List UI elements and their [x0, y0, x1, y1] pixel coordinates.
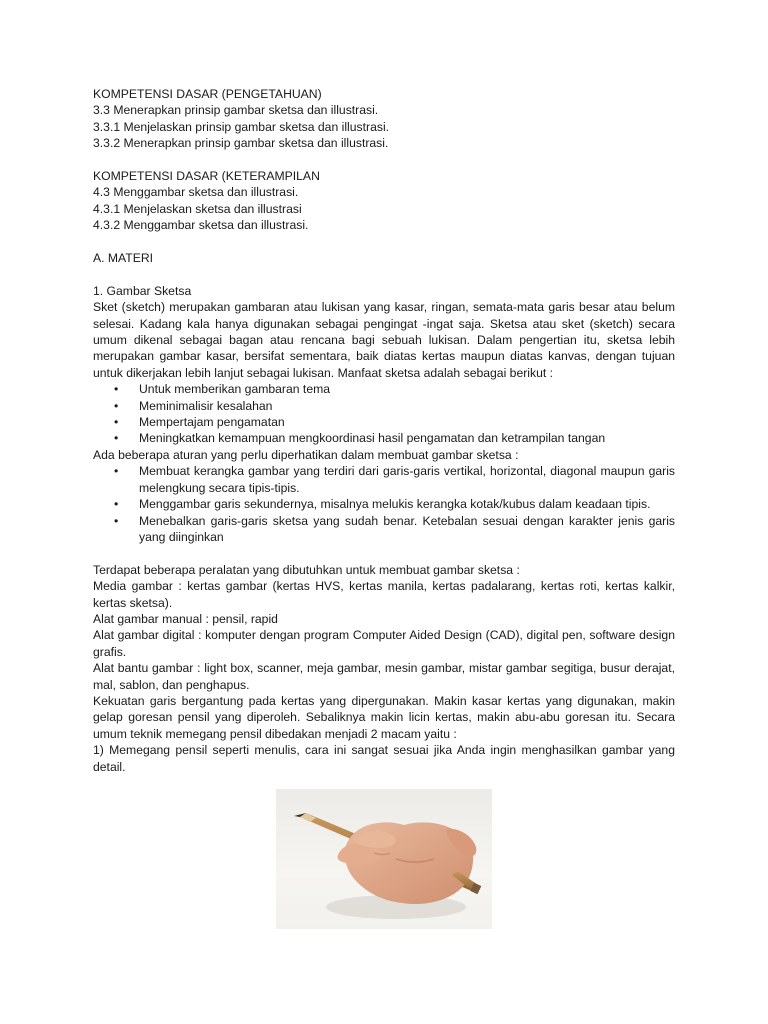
manfaat-list — [93, 381, 675, 447]
alat-bantu-label: Alat bantu gambar : — [93, 661, 201, 676]
aturan-intro: Ada beberapa aturan yang perlu diperhatikan dalam membuat gambar sketsa : — [93, 447, 519, 462]
gambar-sketsa-subheading: 1. Gambar Sketsa — [93, 283, 192, 298]
alat-bantu-line — [93, 660, 675, 693]
alat-digital-text: komputer dengan program Computer Aided Design (CAD), digital pen, software design grafis. — [93, 628, 675, 659]
media-gambar-label: Media gambar : — [93, 579, 182, 594]
document-content — [93, 86, 675, 775]
kd-keterampilan-item: 4.3.2 Menggambar sketsa dan illustrasi. — [93, 218, 309, 233]
hand-pencil-illustration — [276, 789, 492, 929]
alat-bantu-text: light box, scanner, meja gambar, mesin gambar, mistar gambar segitiga, busur derajat, mal, sablon, dan penghapus. — [93, 661, 675, 692]
list-item: • Menebalkan garis-garis sketsa yang sudah benar. Ketebalan sesuai dengan karakter jenis garis yang diinginkan — [93, 513, 675, 546]
list-item: • Meningkatkan kemampuan mengkoordinasi hasil pengamatan dan ketrampilan tangan — [93, 430, 675, 446]
media-gambar-text: kertas gambar (kertas HVS, kertas manila, kertas padalarang, kertas roti, kertas kalkir, kertas sketsa). — [93, 579, 675, 610]
teknik-1-paragraph: 1) Memegang pensil seperti menulis, cara ini sangat sesuai jika Anda ingin menghasilkan gambar yang detail. — [93, 743, 675, 774]
materi-heading: A. MATERI — [93, 251, 154, 266]
kd-pengetahuan-heading: KOMPETENSI DASAR (PENGETAHUAN) — [93, 87, 322, 101]
media-gambar-line — [93, 578, 675, 611]
kd-pengetahuan-item: 3.3 Menerapkan prinsip gambar sketsa dan illustrasi. — [93, 103, 379, 118]
aturan-list — [93, 463, 675, 545]
kekuatan-garis-paragraph: Kekuatan garis bergantung pada kertas yang dipergunakan. Makin kasar kertas yang digunakan, makin gelap goresan pensil yang diperoleh. Sebaliknya makin licin kertas, makin abu-abu goresan itu. Secara umum teknik memegang pensil dibedakan menjadi 2 macam yaitu : — [93, 693, 675, 741]
peralatan-intro: Terdapat beberapa peralatan yang dibutuhkan untuk membuat gambar sketsa : — [93, 562, 520, 577]
list-item: • Menggambar garis sekundernya, misalnya melukis kerangka kotak/kubus dalam keadaan tipis. — [93, 496, 675, 512]
alat-digital-label: Alat gambar digital : — [93, 628, 202, 643]
alat-digital-line — [93, 627, 675, 660]
kd-pengetahuan-item: 3.3.1 Menjelaskan prinsip gambar sketsa dan illustrasi. — [93, 119, 390, 134]
sketsa-intro-paragraph: Sket (sketch) merupakan gambaran atau lukisan yang kasar, ringan, semata-mata garis besar atau belum selesai. Kadang kala hanya digunakan sebagai pengingat -ingat saja. Sketsa atau sket (sketch) secara umum dikenal sebagai bagan atau rencana bagi sebuah lukisan. Dalam pengertian itu, sketsa lebih merupakan gambar kasar, bersifat sementara, baik diatas kertas maupun diatas kanvas, dengan tujuan untuk dikerjakan lebih lanjut sebagai lukisan. Manfaat sketsa adalah sebagai berikut : — [93, 300, 675, 380]
alat-manual-text: pensil, rapid — [208, 611, 278, 626]
hand-holding-pencil-image — [276, 789, 492, 929]
kd-keterampilan-item: 4.3 Menggambar sketsa dan illustrasi. — [93, 185, 299, 200]
list-item: • Membuat kerangka gambar yang terdiri dari garis-garis vertikal, horizontal, diagonal maupun garis melengkung secara tipis-tipis. — [93, 463, 675, 496]
kd-keterampilan-item: 4.3.1 Menjelaskan sketsa dan illustrasi — [93, 201, 302, 216]
kd-keterampilan-heading: KOMPETENSI DASAR (KETERAMPILAN — [93, 169, 320, 184]
list-item: • Meminimalisir kesalahan — [93, 398, 675, 414]
alat-manual-label: Alat gambar manual : — [93, 611, 209, 626]
alat-manual-line — [93, 611, 675, 627]
list-item: • Mempertajam pengamatan — [93, 414, 675, 430]
kd-pengetahuan-item: 3.3.2 Menerapkan prinsip gambar sketsa dan illustrasi. — [93, 136, 389, 151]
list-item: • Untuk memberikan gambaran tema — [93, 381, 675, 397]
